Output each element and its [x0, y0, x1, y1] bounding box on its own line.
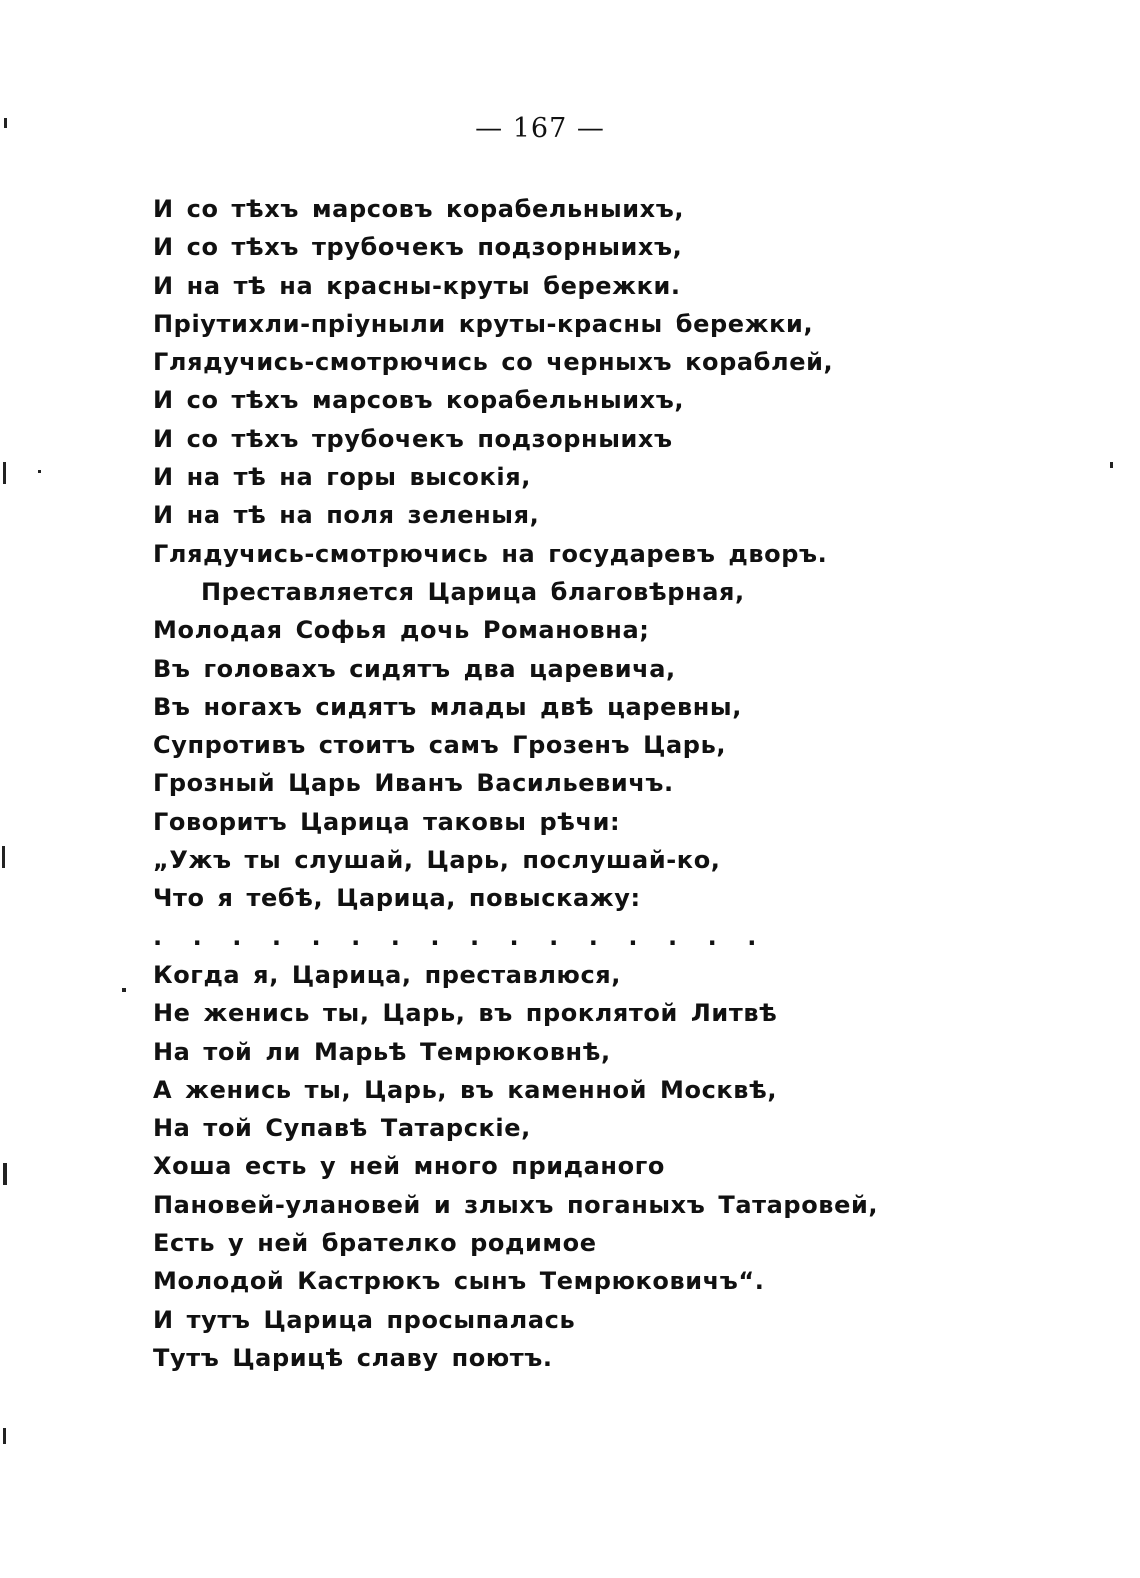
- poem-line: Хоша есть у ней много приданого: [153, 1152, 665, 1181]
- poem-line-indented: Преставляется Царица благовѣрная,: [201, 577, 745, 606]
- poem-line: Глядучись-смотрючись со черныхъ кораблей,: [153, 348, 834, 377]
- scan-speck: [38, 470, 41, 473]
- scan-speck: [3, 1163, 7, 1185]
- poem-line: Тутъ Царицѣ славу поютъ.: [153, 1343, 553, 1372]
- scan-speck: [3, 462, 6, 484]
- poem-line: Молодая Софья дочь Романовна;: [153, 616, 650, 645]
- poem-line: Глядучись-смотрючись на государевъ дворъ.: [153, 539, 828, 568]
- poem-line: „Ужъ ты слушай, Царь, послушай-ко,: [153, 846, 721, 875]
- poem-line: И со тѣхъ трубочекъ подзорныихъ,: [153, 233, 683, 262]
- ellipsis-row: ................: [153, 922, 787, 951]
- poem-line: Говоритъ Царица таковы рѣчи:: [153, 807, 621, 836]
- poem-line: И со тѣхъ марсовъ корабельныихъ,: [153, 386, 685, 415]
- poem-line: И тутъ Царица просыпалась: [153, 1305, 576, 1334]
- poem-line: Грозный Царь Иванъ Васильевичъ.: [153, 769, 674, 798]
- scan-speck: [1110, 462, 1113, 468]
- poem-line: А женись ты, Царь, въ каменной Москвѣ,: [153, 1075, 778, 1104]
- poem-line: Супротивъ стоитъ самъ Грозенъ Царь,: [153, 731, 727, 760]
- poem-line: Въ головахъ сидятъ два царевича,: [153, 654, 676, 683]
- scan-speck: [122, 988, 126, 992]
- poem-line: И на тѣ на поля зеленыя,: [153, 501, 540, 530]
- poem-line: Молодой Кастрюкъ сынъ Темрюковичъ“.: [153, 1267, 765, 1296]
- page-number: — 167 —: [475, 113, 605, 144]
- poem-line: Когда я, Царица, преставлюся,: [153, 960, 621, 989]
- scan-speck: [3, 1428, 6, 1444]
- poem-line: И со тѣхъ марсовъ корабельныихъ,: [153, 195, 685, 223]
- scan-speck: [4, 118, 7, 128]
- poem-line: Что я тебѣ, Царица, повыскажу:: [153, 884, 641, 913]
- poem-text: [153, 190, 1053, 1377]
- poem-line: Пановей-улановей и злыхъ поганыхъ Татаровей,: [153, 1190, 879, 1219]
- poem-line: На той ли Марьѣ Темрюковнѣ,: [153, 1037, 611, 1066]
- poem-line: На той Супавѣ Татарскіе,: [153, 1114, 531, 1143]
- poem-line: И на тѣ на горы высокія,: [153, 463, 531, 492]
- poem-line: Есть у ней брателко родимое: [153, 1229, 597, 1258]
- poem-line: Пріутихли-пріуныли круты-красны бережки,: [153, 309, 814, 338]
- poem-line: Не женись ты, Царь, въ проклятой Литвѣ: [153, 999, 778, 1028]
- poem-line: Въ ногахъ сидятъ млады двѣ царевны,: [153, 692, 742, 721]
- scan-speck: [2, 846, 5, 868]
- poem-line: И со тѣхъ трубочекъ подзорныихъ: [153, 424, 673, 453]
- poem-line: И на тѣ на красны-круты бережки.: [153, 271, 681, 300]
